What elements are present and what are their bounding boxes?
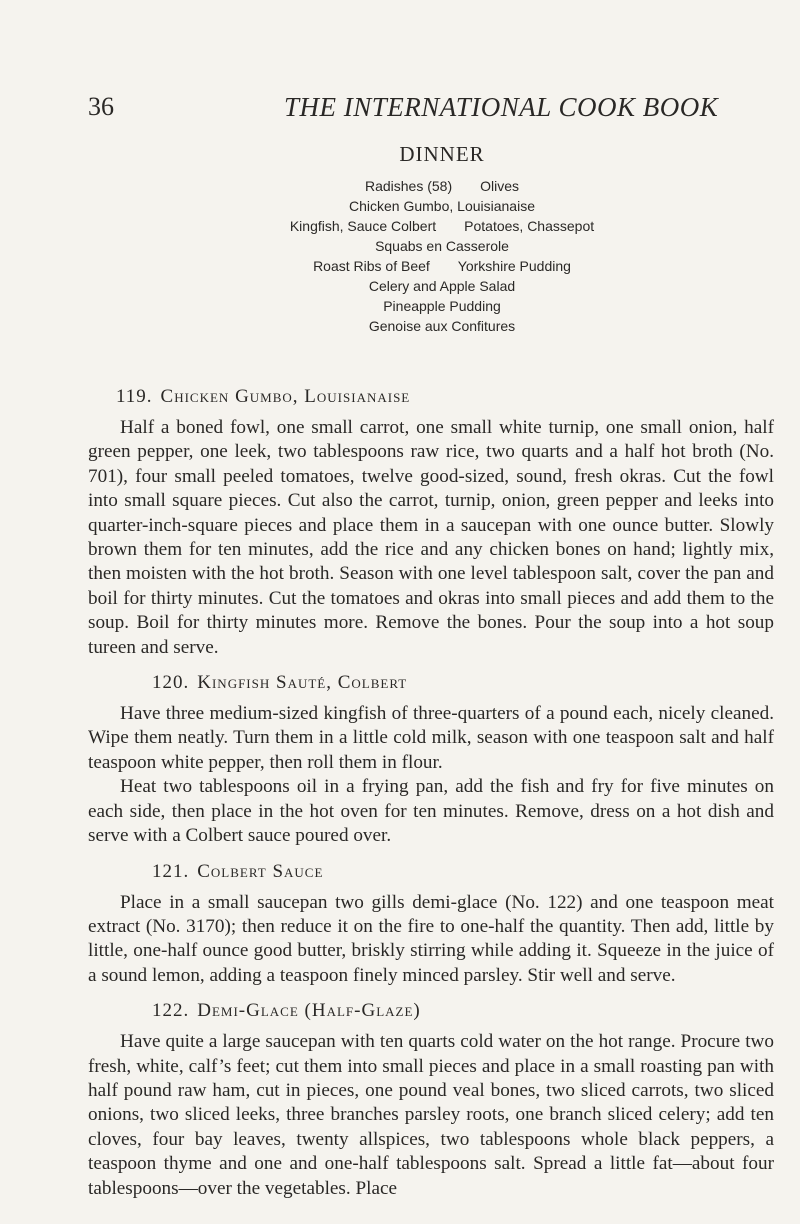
recipe-title bbox=[88, 386, 774, 408]
dinner-menu bbox=[0, 176, 800, 336]
page-number: 36 bbox=[88, 92, 114, 121]
menu-item: Yorkshire Pudding bbox=[457, 258, 571, 274]
recipe-paragraph: Have quite a large saucepan with ten quarts cold water on the hot range. Procure two fresh, white, calf’s feet; cut them into small pieces and place in a small roasting pan with half pound raw ham, cut in pieces, one pound veal bones, two sliced carrots, two sliced onions, two sliced leeks, three branches parsley roots, one branch sliced celery; add ten cloves, four bay leaves, twenty allspices, two tablespoons whole black peppers, a teaspoon thyme and one and one-half tablespoons salt. Spread a little fat—about four tablespoons—over the vegetables. Place bbox=[88, 1031, 774, 1199]
menu-line bbox=[0, 196, 800, 216]
recipe-number: 122. bbox=[152, 1000, 190, 1022]
menu-line bbox=[0, 276, 800, 296]
menu-item: Potatoes, Chassepot bbox=[464, 218, 595, 234]
recipe bbox=[88, 861, 774, 989]
menu-line bbox=[0, 176, 800, 196]
recipe-title bbox=[88, 861, 774, 883]
menu-line bbox=[0, 216, 800, 236]
menu-line bbox=[0, 296, 800, 316]
recipe bbox=[88, 386, 774, 660]
menu-line bbox=[0, 316, 800, 336]
recipe-paragraph: Heat two tablespoons oil in a frying pan, add the fish and fry for five minutes on each side, then place in the hot oven for ten minutes. Remove, dress on a hot dish and serve with a Colbert sauce poured over. bbox=[88, 776, 774, 847]
recipe bbox=[88, 1000, 774, 1201]
recipe-paragraph: Have three medium-sized kingfish of three-quarters of a pound each, nicely cleaned. Wipe them neatly. Turn them in a little cold milk, season with one teaspoon salt and half teaspoon white pepper, then roll them in flour. bbox=[88, 703, 774, 773]
recipe-name: Kingfish Sauté, Colbert bbox=[197, 672, 408, 694]
recipe-name: Chicken Gumbo, Louisianaise bbox=[160, 386, 411, 407]
recipes bbox=[88, 386, 774, 1213]
recipe-title bbox=[88, 672, 774, 694]
recipe-number: 121. bbox=[152, 860, 190, 882]
menu-item: Celery and Apple Salad bbox=[368, 278, 516, 294]
recipe-paragraph: Half a boned fowl, one small carrot, one small white turnip, one small onion, half green pepper, one leek, two tablespoons raw rice, two quarts and a half hot broth (No. 701), four small peeled tomatoes, twelve good-sized, sound, fresh okras. Cut the fowl into small square pieces. Cut also the carrot, turnip, onion, green pepper and leeks into quarter-inch-square pieces and place them in a saucepan with one ounce butter. Slowly brown them for ten minutes, add the rice and any chicken bones on hand; lightly mix, then moisten with the hot broth. Season with one level tablespoon salt, cover the pan and boil for thirty minutes. Cut the tomatoes and okras into small pieces and add them to the soup. Boil for thirty minutes more. Remove the bones. Pour the soup into a hot soup tureen and serve. bbox=[88, 417, 774, 658]
menu-line bbox=[0, 236, 800, 256]
recipe-number: 119. bbox=[116, 386, 153, 407]
menu-item: Roast Ribs of Beef bbox=[313, 258, 430, 274]
menu-item: Genoise aux Confitures bbox=[368, 318, 516, 334]
menu-item: Radishes (58) bbox=[364, 178, 453, 194]
recipe-paragraph: Place in a small saucepan two gills demi-glace (No. 122) and one teaspoon meat extract (No. 3170); then reduce it on the fire to one-half the quantity. Then add, little by little, one-half ounce good butter, briskly stirring while adding it. Squeeze in the juice of a sound lemon, adding a teaspoon finely minced parsley. Stir well and serve. bbox=[88, 891, 774, 986]
menu-line bbox=[0, 256, 800, 276]
menu-heading: DINNER bbox=[399, 142, 485, 166]
recipe-name: Demi-Glace (Half-Glaze) bbox=[197, 1000, 421, 1022]
menu-item: Olives bbox=[480, 178, 520, 194]
recipe-name: Colbert Sauce bbox=[197, 860, 324, 882]
running-title: THE INTERNATIONAL COOK BOOK bbox=[284, 92, 719, 122]
menu-item: Chicken Gumbo, Louisianaise bbox=[349, 198, 535, 214]
menu-item: Squabs en Casserole bbox=[375, 238, 509, 254]
menu-item: Pineapple Pudding bbox=[383, 298, 501, 314]
recipe-number: 120. bbox=[152, 672, 190, 694]
page-header bbox=[0, 92, 800, 126]
recipe bbox=[88, 672, 774, 848]
menu-item: Kingfish, Sauce Colbert bbox=[289, 218, 437, 234]
recipe-title bbox=[88, 1000, 774, 1022]
